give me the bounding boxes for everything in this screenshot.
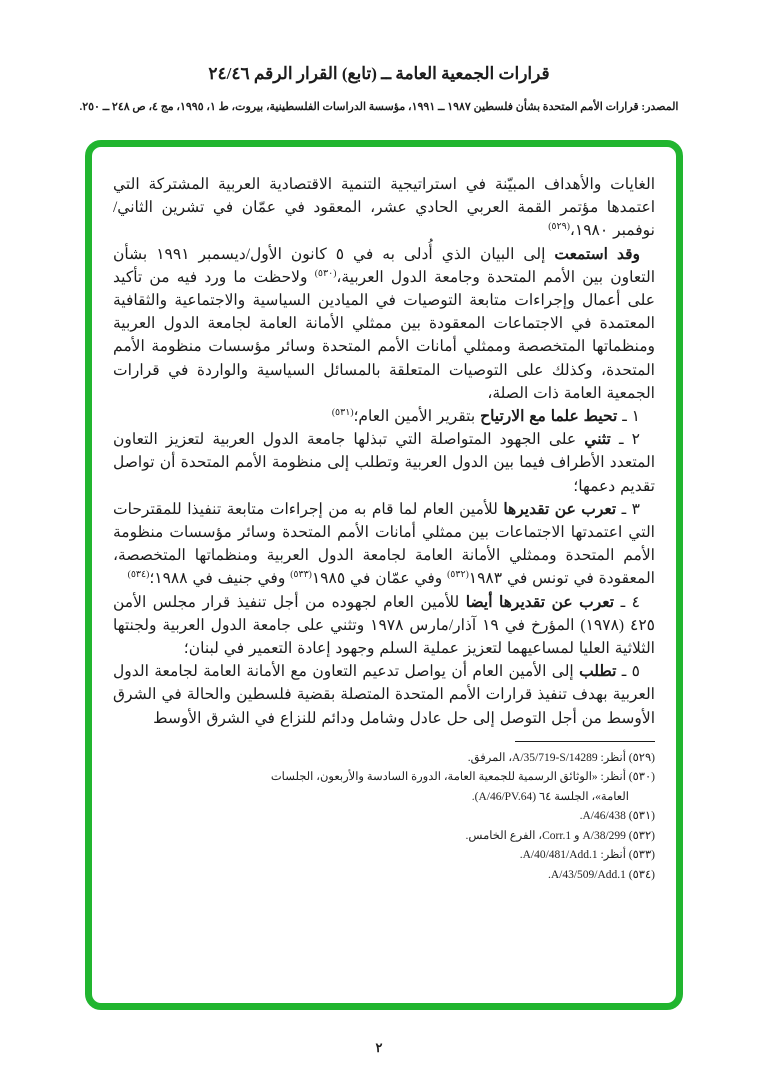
footnote [263,827,655,847]
paragraph [113,243,655,405]
footnote [263,846,655,866]
footnote [263,866,655,886]
text-run: ٣ ـ [616,500,640,518]
text-run: الغايات والأهداف المبيّنة في استراتيجية التنمية الاقتصادية العربية المشتركة التي اعتمدها مؤتمر القمة العربي الحادي عشر، المعقود في عمّان في تشرين الثاني/نوفمبر ١٩٨٠، [113,176,655,240]
text-run: وفي جنيف في ١٩٨٨؛ [149,570,291,588]
text-run: (٥٣٢) [625,829,655,842]
text-run: للأمين العام لجهوده من أجل تنفيذ قرار مجلس الأمن ٤٢٥ (١٩٧٨) المؤرخ في ١٩ آذار/مارس ١٩٧٨ وتثني على جامعة الدول العربية ولجنتها الثلاثية العليا لمساعيهما لتعزيز عملية السلم وجهود إعادة التعمير في لبنان؛ [113,593,655,658]
content-border-box [85,140,683,1010]
text-run: A/46/PV.64 [478,790,533,803]
text-run: إلى الأمين العام أن يواصل تدعيم التعاون مع الأمانة العامة لجامعة الدول العربية بهدف تنفيذ قرارات الأمم المتحدة المتصلة بقضية فلسطين والحالة في الشرق الأوسط من أجل التوصل إلى حل عادل وشامل ودائم للنزاع في الشرق الأوسط [113,663,655,727]
footnote-ref: (٥٣٢) [447,570,469,581]
paragraph [113,591,655,661]
text-run: للأمين العام لما قام به من إجراءات متابعة تنفيذا للمقترحات التي اعتمدتها الاجتماعات بين ممثلي أمانات الأمم المتحدة وسائر مؤسسات منظومة الأمم المتحدة وممثلي الأمانة العامة لجامعة الدول العربية ومنظماتها المتخصصة، المعقودة في تونس في ١٩٨٣ [113,500,655,588]
footnote-ref: (٥٣١) [331,407,354,418]
text-run: (٥٣١) [625,810,655,823]
text-run: ١ ـ [617,408,640,426]
text-run: A/38/299 [582,829,626,842]
page-title: قرارات الجمعية العامة ــ (تابع) القرار الرقم ٢٤/٤٦ [208,64,550,83]
footnote-ref: (٥٢٩) [548,222,570,233]
text-run: A/35/719-S/14289 [512,751,598,764]
page-number: ٢ [375,1040,383,1055]
paragraph [113,428,655,498]
text-run: وفي عمّان في ١٩٨٥ [311,570,448,588]
text-run: و [571,829,583,842]
text-run: ولاحظت ما ورد فيه من تأكيد على أعمال وإجراءات متابعة التوصيات في الميادين السياسية والاجتماعية والثقافية المعتمدة في الاجتماعات المعقودة بين ممثلي الأمانة العامة لجامعة الدول العربية ومنظماتها المتخصصة وممثلي أمانات الأمم المتحدة وسائر مؤسسات منظومة الأمم المتحدة، وكذلك على التوصيات المتعلقة بالمسائل السياسية والواردة في قرارات الجمعية العامة ذات الصلة، [113,268,655,402]
paragraph [113,498,655,591]
text-run: (٥٣٤) [625,868,655,881]
paragraph [113,405,655,428]
text-run: A/40/481/Add.1 [522,849,598,862]
text-run: (٥٢٩) أنظر: [597,751,655,764]
text-run: (٥٣٣) أنظر: [597,849,655,862]
text-run: ، الفرع الخامس. [465,829,543,842]
footnote-ref: (٥٣٤) [127,570,150,581]
paragraph [113,660,655,730]
bold-run: تثني [584,431,611,449]
text-run: (٥٣٠) أنظر: «الوثائق الرسمية للجمعية العامة، الدورة السادسة والأربعون، الجلسات العامة»، الجلسة ٦٤ ( [270,771,655,803]
text-run: ٤ ـ [614,593,640,611]
footnote [263,807,655,827]
footnote-ref: (٥٣٣) [290,570,312,581]
text-run: ٢ ـ [610,431,640,449]
resolution-text [113,173,655,730]
text-run: A/43/509/Add.1. [547,868,626,881]
source-line: المصدر: قرارات الأمم المتحدة بشأن فلسطين ١٩٨٧ ــ ١٩٩١، مؤسسة الدراسات الفلسطينية، بيروت، ط ١، ١٩٩٥، مج ٤، ص ٢٤٨ ــ ٢٥٠. [79,101,679,113]
footnote-separator [515,741,655,742]
bold-run: تعرب عن تقديرها أيضا [465,593,615,611]
footnotes [263,749,655,886]
text-run: ). [471,790,479,803]
footnote [263,768,655,807]
paragraph [113,173,655,243]
footnote-ref: (٥٣٠) [314,268,337,279]
text-run: ٥ ـ [616,663,640,681]
bold-run: تعرب عن تقديرها [503,500,617,518]
text-run: Corr.1 [542,829,572,842]
bold-run: تحيط علما مع الارتياح [480,408,618,426]
text-run: إلى البيان الذي أُدلى به في ٥ كانون الأول/ديسمبر ١٩٩١ بشأن التعاون بين الأمم المتحدة وجامعة الدول العربية، [113,245,655,286]
text-run: بتقرير الأمين العام؛ [353,408,481,426]
footnote [263,749,655,769]
text-run: ، المرفق. [467,751,513,764]
text-run: . [519,849,523,862]
bold-run: تطلب [579,663,617,681]
bold-run: وقد استمعت [554,245,640,263]
text-run: A/46/438. [579,810,626,823]
text-run: على الجهود المتواصلة التي تبذلها جامعة الدول العربية لتعزيز التعاون المتعدد الأطراف فيما بين الدول العربية وتطلب إلى منظومة الأمم المتحدة أن تواصل تقديم دعمها؛ [113,431,655,495]
